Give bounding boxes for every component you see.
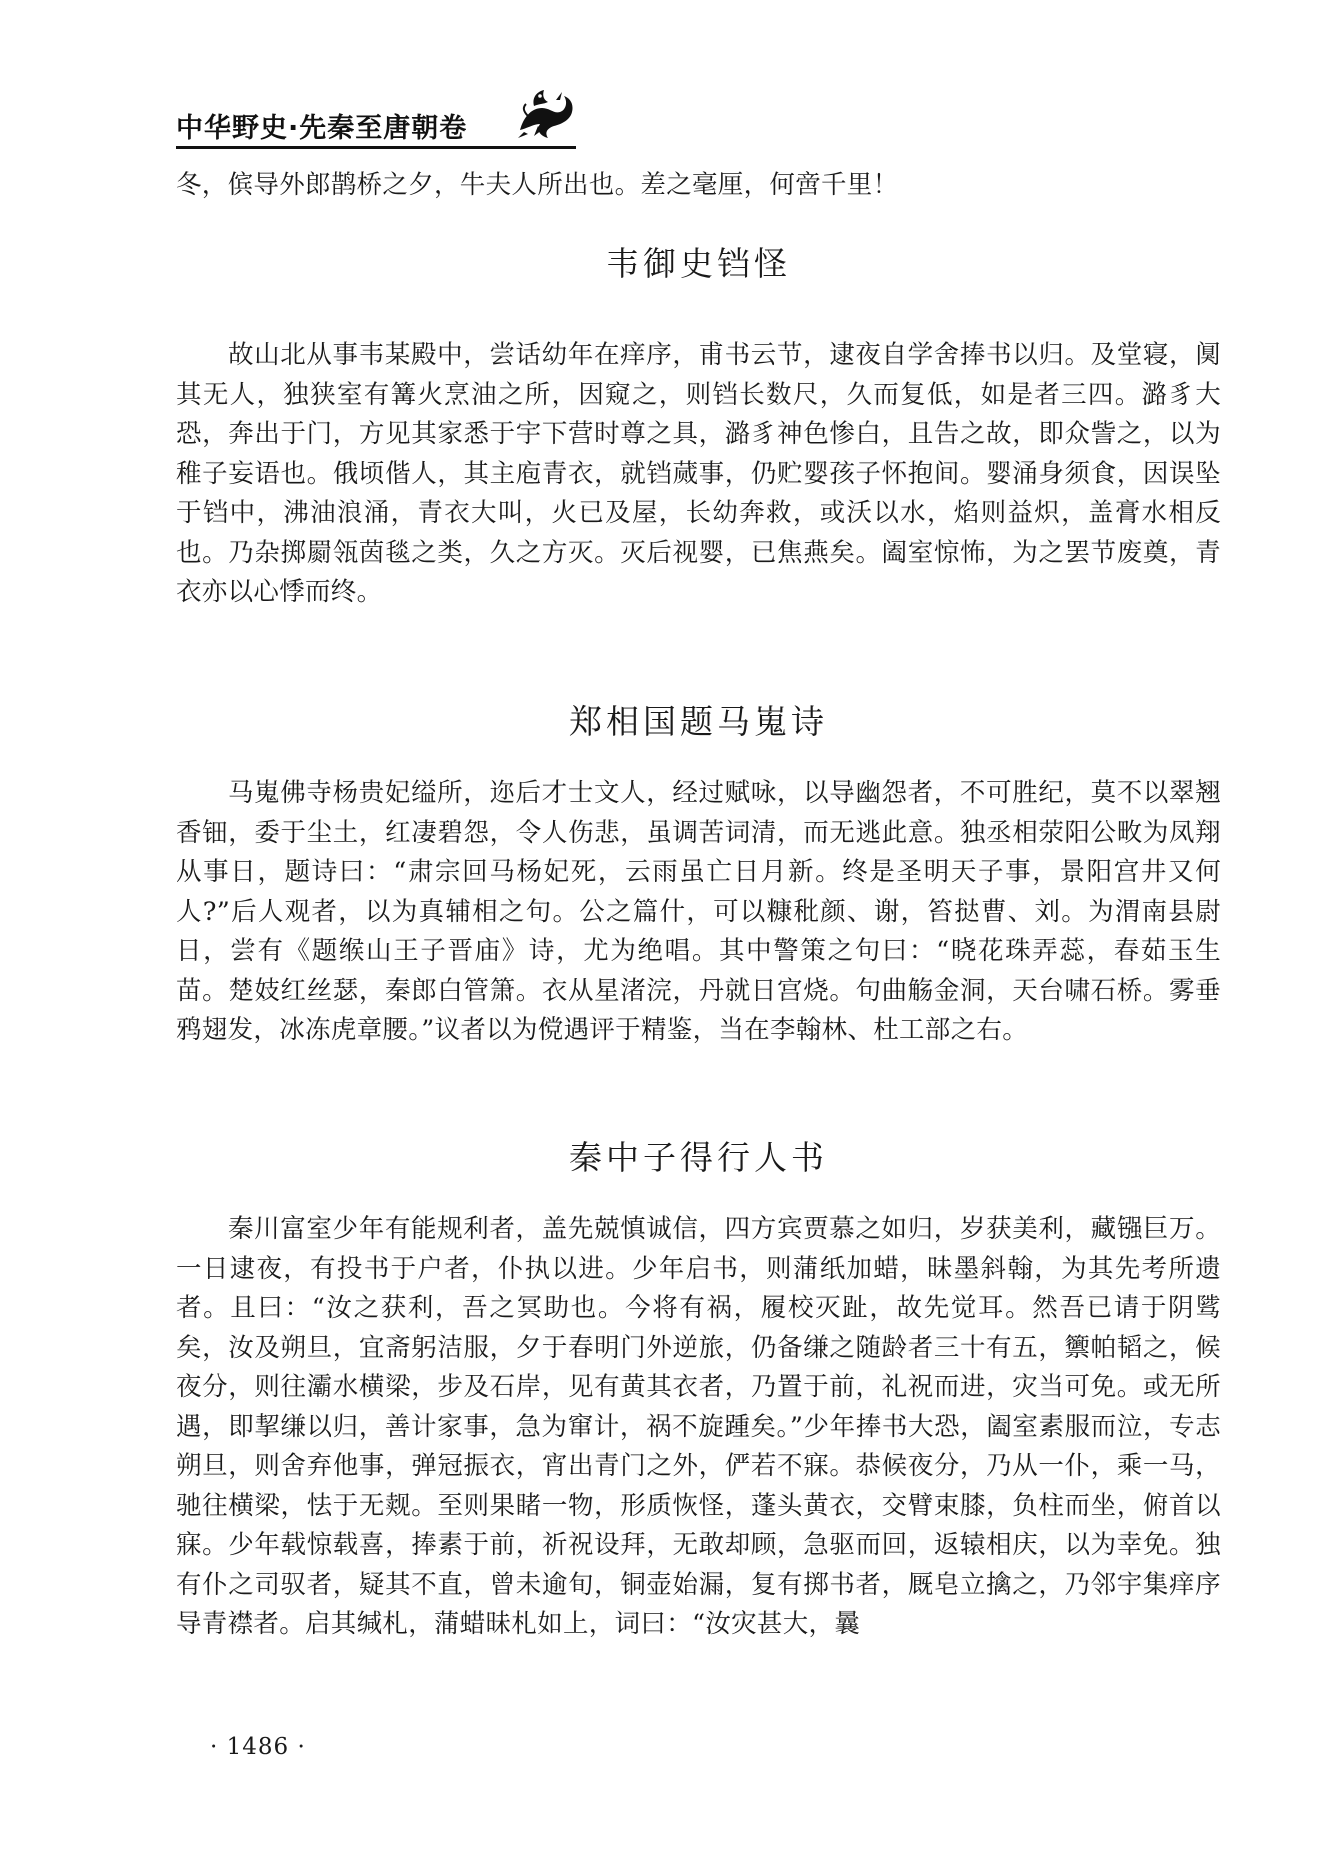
section-title: 韦御史铛怪 (606, 244, 791, 283)
section-title: 秦中子得行人书 (569, 1138, 828, 1177)
section-body: 故山北从事韦某殿中，尝话幼年在痒序，甫书云节，逮夜自学舍捧书以归。及堂寝，阒其无人，独狭室有篝火烹油之所，因窥之，则铛长数尺，久而复低，如是者三四。潞豸大恐，奔出于门，方见其家悉于宇下营时尊之具，潞豸神色惨白，且告之故，即众訾之，以为稚子妄语也。俄顷偕人，其主庖青衣，就铛蒇事，仍贮婴孩子怀抱间。婴涌身须食，因误坠于铛中，沸油浪涌，青衣大叫，火已及屋，长幼奔救，或沃以水，焰则益炽，盖膏水相反也。乃杂掷罽瓴茵毯之类，久之方灭。灭后视婴，已焦燕矣。阖室惊怖，为之罢节废奠，青衣亦以心悸而终。 (176, 340, 1221, 607)
section-title: 郑相国题马嵬诗 (569, 702, 828, 741)
running-title: 中华野史·先秦至唐朝卷 (176, 113, 468, 144)
header-rule (176, 146, 576, 149)
section-body: 秦川富室少年有能规利者，盖先兢慎诚信，四方宾贾慕之如归，岁获美利，藏镪巨万。一日逮夜，有投书于户者，仆执以进。少年启书，则蒲纸加蜡，昧墨斜翰，为其先考所遗者。且曰：“汝之获利，吾之冥助也。今将有祸，履校灭趾，故先觉耳。然吾已请于阴骘矣，汝及朔旦，宜斋躬洁服，夕于春明门外逆旅，仍备缣之随龄者三十有五，籞帕韬之，候夜分，则往灞水横梁，步及石岸，见有黄其衣者，乃置于前，礼祝而进，灾当可免。或无所遇，即挈缣以归，善计家事，急为窜计，祸不旋踵矣。”少年捧书大恐，阖室素服而泣，专志朔旦，则舍弃他事，弹冠振衣，宵出青门之外，俨若不寐。恭候夜分，乃从一仆，乘一马，驰往横梁，怯于无觌。至则果睹一物，形质恢怪，蓬头黄衣，交臂束膝，负柱而坐，俯首以寐。少年载惊载喜，捧素于前，祈祝设拜，无敢却顾，急驱而回，返辕相庆，以为幸免。独有仆之司驭者，疑其不直，曾未逾旬，铜壶始漏，复有掷书者，厩皂立擒之，乃邻宇集痒序导青襟者。启其缄札，蒲蜡昧札如上，词曰：“汝灾甚大，曩 (176, 1214, 1221, 1639)
page-number: · 1486 · (210, 1734, 306, 1760)
continuation-paragraph: 冬，傧导外郎鹊桥之夕，牛夫人所出也。差之毫厘，何啻千里！ (176, 170, 899, 200)
dragon-icon (514, 86, 580, 142)
section-body: 马嵬佛寺杨贵妃缢所，迩后才士文人，经过赋咏，以导幽怨者，不可胜纪，莫不以翠翘香钿，委于尘土，红凄碧怨，令人伤悲，虽调苦词清，而无逃此意。独丞相荥阳公畋为凤翔从事日，题诗曰：“肃宗回马杨妃死，云雨虽亡日月新。终是圣明天子事，景阳宫井又何人?”后人观者，以为真辅相之句。公之篇什，可以糠秕颜、谢，笞挞曹、刘。为渭南县尉日，尝有《题缑山王子晋庙》诗，尤为绝唱。其中警策之句曰：“晓花珠弄蕊，春茹玉生苗。楚妓红丝瑟，秦郎白管箫。衣从星渚浣，丹就日宫烧。句曲觞金洞，天台啸石桥。雾垂鸦翅发，冰冻虎章腰。”议者以为傥遇评于精鉴，当在李翰林、杜工部之右。 (176, 778, 1221, 1045)
running-header (176, 86, 1216, 152)
